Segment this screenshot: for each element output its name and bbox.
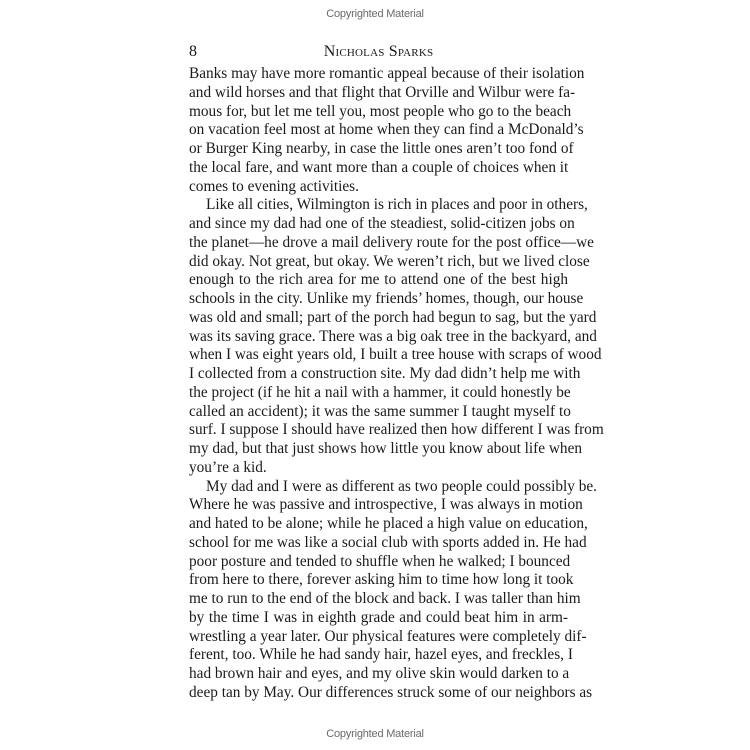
text-line: when I was eight years old, I built a tree house with scraps of wood bbox=[189, 346, 602, 364]
copyright-watermark-top: Copyrighted Material bbox=[326, 8, 424, 20]
running-header bbox=[189, 41, 568, 63]
body-text bbox=[189, 65, 604, 703]
text-line: you’re a kid. bbox=[189, 458, 267, 476]
copyright-watermark-bottom: Copyrighted Material bbox=[326, 728, 424, 740]
text-line: Like all cities, Wilmington is rich in places and poor in others, bbox=[206, 196, 588, 214]
text-line: mous for, but let me tell you, most people who go to the beach bbox=[189, 102, 572, 120]
book-page bbox=[189, 41, 604, 703]
text-line: the local fare, and want more than a couple of choices when it bbox=[189, 158, 569, 176]
text-line: me to run to the end of the block and back. I was taller than him bbox=[189, 590, 581, 607]
text-line: comes to evening activities. bbox=[189, 177, 359, 195]
text-line: was its saving grace. There was a big oak tree in the backyard, and bbox=[189, 327, 597, 345]
text-line: the planet—he drove a mail delivery route for the post office—we bbox=[189, 233, 594, 251]
page-number: 8 bbox=[189, 43, 197, 60]
paragraph-2 bbox=[189, 196, 604, 477]
text-line: my dad, but that just shows how little you know about life when bbox=[189, 440, 583, 457]
running-title-author: Nicholas Sparks bbox=[323, 43, 434, 60]
text-line: schools in the city. Unlike my friends’ homes, though, our house bbox=[189, 290, 584, 307]
text-line: and wild horses and that flight that Orville and Wilbur were fa- bbox=[189, 83, 576, 101]
text-line: school for me was like a social club with sports added in. He had bbox=[189, 533, 587, 551]
text-line: the project (if he hit a nail with a hammer, it could honestly be bbox=[189, 383, 571, 401]
text-line: called an accident); it was the same summer I taught myself to bbox=[189, 402, 571, 420]
text-line: wrestling a year later. Our physical features were completely dif- bbox=[189, 627, 587, 645]
text-line: Where he was passive and introspective, I was always in motion bbox=[189, 496, 583, 514]
paragraph-3 bbox=[189, 477, 597, 703]
text-line: poor posture and tended to shuffle when he walked; I bounced bbox=[189, 552, 571, 570]
text-line: from here to there, forever asking him to time how long it took bbox=[189, 571, 574, 589]
text-line: and hated to be alone; while he placed a high value on education, bbox=[189, 515, 588, 532]
paragraph-1 bbox=[189, 65, 585, 196]
text-line: deep tan by May. Our differences struck some of our neighbors as bbox=[189, 683, 593, 701]
text-line: surf. I suppose I should have realized then how different I was from bbox=[189, 421, 604, 439]
text-line: My dad and I were as different as two people could possibly be. bbox=[206, 477, 597, 495]
text-line: by the time I was in eighth grade and could beat him in arm- bbox=[189, 608, 568, 626]
text-line: had brown hair and eyes, and my olive skin would darken to a bbox=[189, 665, 570, 682]
text-line: ferent, too. While he had sandy hair, hazel eyes, and freckles, I bbox=[189, 646, 573, 664]
text-line: Banks may have more romantic appeal because of their isolation bbox=[189, 65, 585, 82]
text-line: and since my dad had one of the steadiest, solid-citizen jobs on bbox=[189, 215, 575, 232]
text-line: or Burger King nearby, in case the little ones aren’t too fond of bbox=[189, 140, 574, 157]
text-line: enough to the rich area for me to attend one of the best high bbox=[189, 271, 568, 289]
text-line: did okay. Not great, but okay. We weren’t rich, but we lived close bbox=[189, 252, 590, 270]
text-line: was old and small; part of the porch had begun to sag, but the yard bbox=[189, 308, 597, 326]
text-line: on vacation feel most at home when they can find a McDonald’s bbox=[189, 121, 584, 139]
text-line: I collected from a construction site. My dad didn’t help me with bbox=[189, 365, 581, 382]
